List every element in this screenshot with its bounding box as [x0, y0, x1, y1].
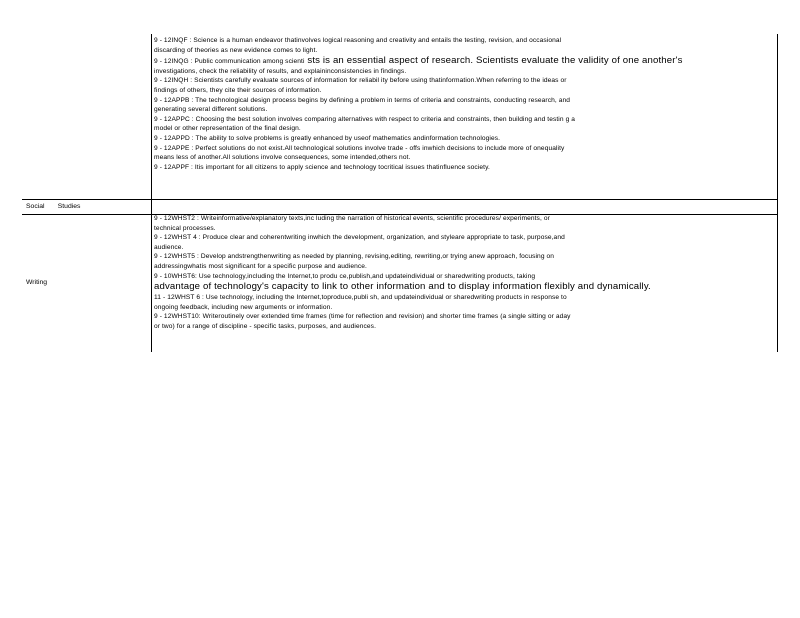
science-line [154, 36, 774, 46]
column-divider [151, 34, 152, 352]
science-line-text: 9 - 12APPD : The ability to solve problems is greatly enhanced by useof mathematics andinformation technologies. [154, 134, 501, 142]
science-line [154, 153, 774, 163]
science-line [154, 86, 774, 96]
science-line [154, 163, 774, 173]
writing-line-text: addressingwhatis most significant for a specific purpose and audience. [154, 262, 367, 270]
writing-standards-cell [154, 214, 774, 332]
writing-line [154, 272, 774, 282]
writing-line [154, 224, 774, 234]
writing-line-text: technical processes. [154, 224, 216, 232]
science-line [154, 96, 774, 106]
science-line [154, 76, 774, 86]
writing-line-text: 9 - 12WHST2 : Writeinformative/explanatory texts,inc luding the narration of historical events, scientific procedures/ experiments, or [154, 215, 550, 222]
writing-standards-text [154, 214, 774, 332]
science-line-text: model or other representation of the final design. [154, 125, 301, 133]
writing-line [154, 281, 774, 293]
science-standards-cell [154, 36, 774, 172]
science-line [154, 115, 774, 125]
writing-line-text: 9 - 10WHST6: Use technology,including the Internet,to produ ce,publish,and updateindividual or sharedwriting products, taking [154, 272, 536, 280]
science-line [154, 55, 774, 67]
writing-line-text: 9 - 12WHST 4 : Produce clear and coherentwriting inwhich the development, organization, and styleare appropriate to task, purpose,and [154, 234, 565, 242]
science-line [154, 134, 774, 144]
writing-line [154, 262, 774, 272]
writing-line [154, 214, 774, 224]
science-line [154, 144, 774, 154]
science-line-text: 9 - 12INQG : Public communication among scienti [154, 58, 305, 66]
social-studies-label [26, 202, 80, 211]
science-line-text: 9 - 12INQH : Scientists carefully evaluate sources of information for reliabil ity before using thatinformation.When referring to the ideas or [154, 77, 567, 85]
science-line-text: means less of another.All solutions involve consequences, some intended,others not. [154, 154, 411, 162]
science-line-tail: sts is an essential aspect of research. Scientists evaluate the validity of one another's [304, 55, 683, 67]
science-line-text: generating several different solutions. [154, 106, 268, 114]
writing-line-text: ongoing feedback, including new arguments or information. [154, 303, 333, 311]
writing-line [154, 312, 774, 322]
writing-line [154, 293, 774, 303]
science-line [154, 46, 774, 56]
science-line-text: 9 - 12APPB : The technological design process begins by defining a problem in terms of criteria and constraints, conducting research, and [154, 96, 571, 104]
writing-line [154, 243, 774, 253]
writing-line-text: audience. [154, 243, 184, 251]
writing-label: Writing [26, 279, 48, 286]
social-label-word: Social [26, 203, 45, 210]
science-line [154, 124, 774, 134]
writing-line [154, 303, 774, 313]
writing-line-text: 9 - 12WHST10: Writeroutinely over extended time frames (time for reflection and revision) and shorter time frames (a single sitting or aday [154, 313, 571, 321]
science-line-text: 9 - 12INQF : Science is a human endeavor thatinvolves logical reasoning and creativity and entails the testing, revision, and occasional [154, 37, 562, 44]
writing-line-text: or two) for a range of discipline - specific tasks, purposes, and audiences. [154, 322, 377, 330]
social-studies-top-border [22, 199, 778, 200]
science-line-text: 9 - 12APPF : Itis important for all citizens to apply science and technology tocritical issues thatinfluence society. [154, 163, 490, 171]
science-standards-text [154, 36, 774, 172]
science-line-text: investigations, check the reliability of results, and explaininconsistencies in findings. [154, 67, 407, 75]
science-line-text: discarding of theories as new evidence comes to light. [154, 46, 318, 54]
science-line-text: 9 - 12APPC : Choosing the best solution involves comparing alternatives with respect to criteria and constraints, then building and testin g a [154, 115, 576, 123]
writing-line-text: advantage of technology's capacity to link to other information and to display information flexibly and dynamically. [154, 281, 651, 293]
writing-line [154, 252, 774, 262]
science-line-text: findings of others, they cite their sources of information. [154, 86, 322, 94]
writing-line-text: 9 - 12WHST5 : Develop andstrengthenwriting as needed by planning, revising,editing, rewriting,or trying anew approach, focusing on [154, 253, 555, 261]
writing-line [154, 233, 774, 243]
writing-line-text: 11 - 12WHST 6 : Use technology, including the Internet,toproduce,publi sh, and updateindividual or sharedwriting products in response to [154, 294, 567, 302]
writing-line [154, 322, 774, 332]
table-right-border [777, 34, 778, 352]
science-line [154, 67, 774, 77]
science-line-text: 9 - 12APPE : Perfect solutions do not exist.All technological solutions involve trade - offs inwhich decisions to include more of onequality [154, 144, 565, 152]
science-line [154, 105, 774, 115]
studies-label-word: Studies [57, 203, 81, 210]
